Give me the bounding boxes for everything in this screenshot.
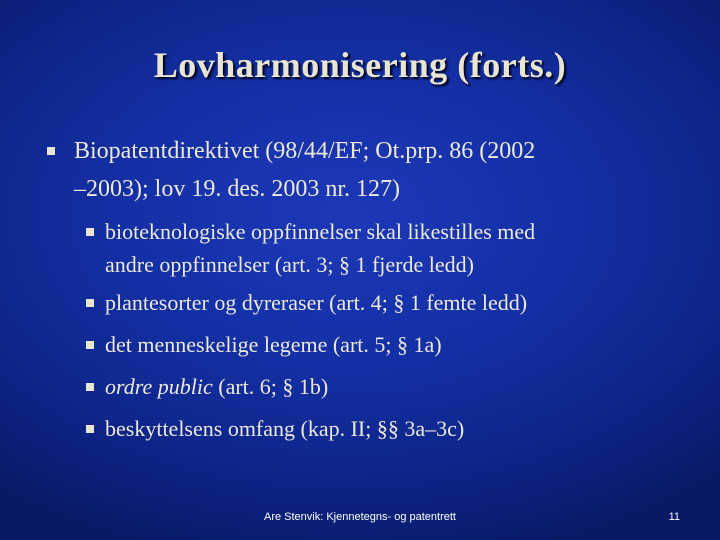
sub-bullet-1-line-2: andre oppfinnelser (art. 3; § 1 fjerde ledd)	[105, 252, 474, 277]
sub-bullet-3: det menneskelige legeme (art. 5; § 1a)	[105, 332, 442, 357]
sub-bullet-4-italic: ordre public	[105, 374, 213, 399]
main-bullet-icon	[47, 147, 55, 155]
sub-bullet-1-line-1: bioteknologiske oppfinnelser skal likestilles med	[105, 219, 536, 244]
footer: Are Stenvik: Kjennetegns- og patentrett	[263, 511, 456, 523]
main-bullet-line-1: Biopatentdirektivet (98/44/EF; Ot.prp. 86 (2002	[74, 138, 536, 164]
sub-bullet-4	[105, 372, 328, 402]
main-bullet-line-2: –2003); lov 19. des. 2003 nr. 127)	[74, 176, 400, 202]
sub-bullet-2: plantesorter og dyreraser (art. 4; § 1 femte ledd)	[105, 290, 528, 315]
sub-bullet-icon	[86, 299, 94, 307]
sub-bullet-icon	[86, 341, 94, 349]
sub-bullet-4-rest: (art. 6; § 1b)	[212, 374, 329, 399]
sub-bullet-icon	[86, 425, 94, 433]
slide-title: Lovharmonisering (forts.)	[153, 45, 567, 85]
sub-bullet-icon	[86, 228, 94, 236]
sub-bullet-icon	[86, 383, 94, 391]
page-number: 11	[668, 511, 680, 523]
sub-bullet-5: beskyttelsens omfang (kap. II; §§ 3a–3c)	[105, 416, 465, 441]
